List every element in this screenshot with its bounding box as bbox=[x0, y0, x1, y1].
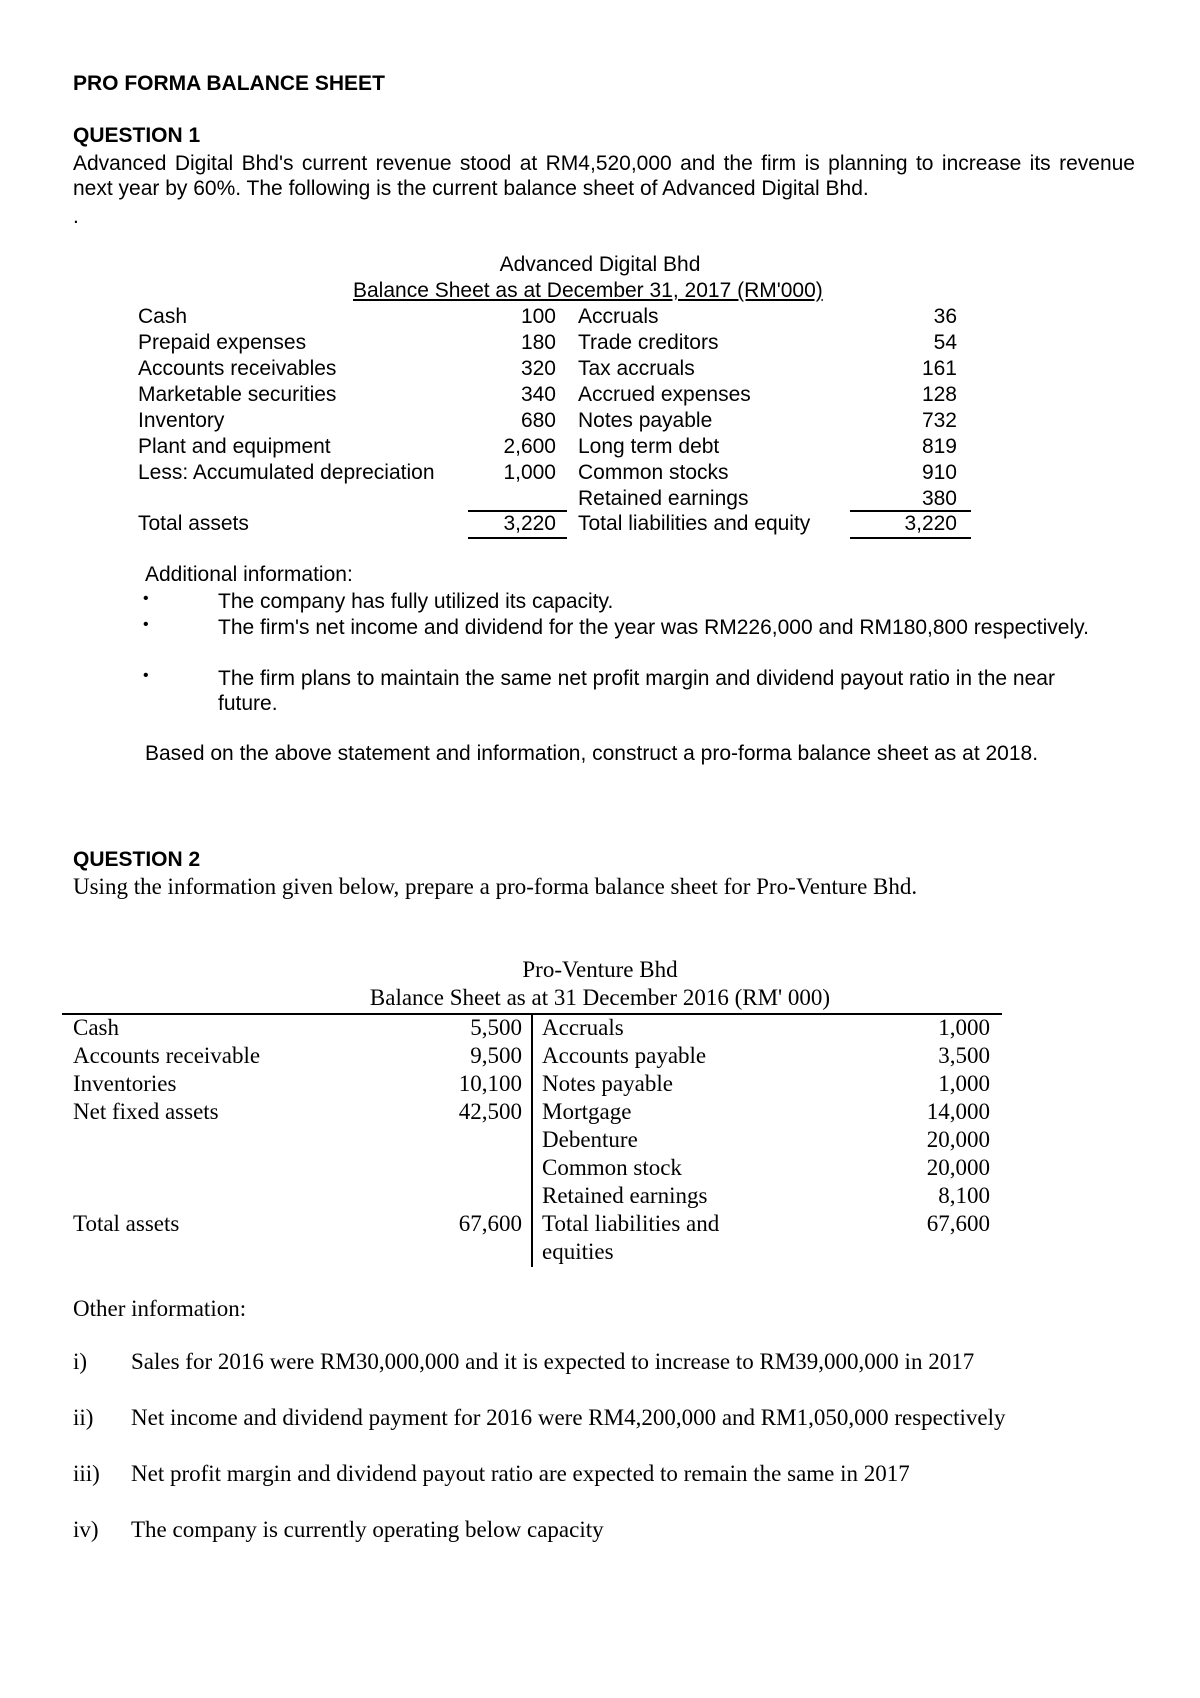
asset-amount: 320 bbox=[520, 357, 556, 380]
liability-label: Mortgage bbox=[542, 1099, 632, 1124]
liability-label: Long term debt bbox=[578, 435, 720, 458]
total-assets-value: 3,220 bbox=[503, 512, 556, 535]
balance-sheet-1-row bbox=[0, 460, 1200, 486]
balance-sheet-1-company: Advanced Digital Bhd bbox=[499, 253, 701, 276]
asset-label: Inventory bbox=[138, 409, 225, 432]
balance-sheet-1-row bbox=[0, 356, 1200, 382]
total-assets-value: 67,600 bbox=[458, 1211, 522, 1236]
liability-amount: 54 bbox=[933, 331, 957, 354]
balance-sheet-2-row bbox=[0, 1098, 1200, 1126]
total-assets-label: Total assets bbox=[73, 1211, 180, 1236]
total-liabilities-value: 67,600 bbox=[926, 1211, 990, 1236]
asset-label: Prepaid expenses bbox=[138, 331, 307, 354]
question-2-intro: Using the information given below, prepare a pro-forma balance sheet for Pro-Venture Bhd. bbox=[73, 874, 918, 899]
liability-label: Notes payable bbox=[578, 409, 713, 432]
liability-amount: 1,000 bbox=[938, 1015, 990, 1040]
balance-sheet-2-row bbox=[0, 1042, 1200, 1070]
other-info-label: Other information: bbox=[73, 1296, 247, 1321]
asset-amount: 100 bbox=[520, 305, 556, 328]
bullet-item: The company has fully utilized its capacity. bbox=[218, 590, 614, 613]
asset-amount: 9,500 bbox=[470, 1043, 522, 1068]
other-info-number: ii) bbox=[73, 1405, 94, 1430]
liability-amount: 8,100 bbox=[938, 1183, 990, 1208]
liability-amount: 161 bbox=[921, 357, 957, 380]
asset-amount: 42,500 bbox=[458, 1099, 522, 1124]
other-info-text: The company is currently operating below capacity bbox=[131, 1517, 604, 1542]
liability-amount: 3,500 bbox=[938, 1043, 990, 1068]
liability-label: Trade creditors bbox=[578, 331, 719, 354]
asset-label: Marketable securities bbox=[138, 383, 337, 406]
other-info-text: Net profit margin and dividend payout ratio are expected to remain the same in 2017 bbox=[131, 1461, 910, 1486]
liability-amount: 36 bbox=[933, 305, 957, 328]
liability-label: Accruals bbox=[578, 305, 659, 328]
balance-sheet-1-row bbox=[0, 434, 1200, 460]
other-info-number: iii) bbox=[73, 1461, 100, 1486]
other-info-number: iv) bbox=[73, 1517, 99, 1542]
bullet-icon: • bbox=[143, 616, 149, 633]
asset-label: Plant and equipment bbox=[138, 435, 331, 458]
question-1-task: Based on the above statement and information, construct a pro-forma balance sheet as at 2018. bbox=[145, 742, 1039, 765]
balance-sheet-1-row bbox=[0, 330, 1200, 356]
liability-amount: 128 bbox=[921, 383, 957, 406]
asset-label: Accounts receivables bbox=[138, 357, 337, 380]
asset-label: Less: Accumulated depreciation bbox=[138, 461, 435, 484]
asset-label: Cash bbox=[138, 305, 188, 328]
liability-amount: 20,000 bbox=[926, 1155, 990, 1180]
balance-sheet-1-row bbox=[0, 304, 1200, 330]
liability-label: Debenture bbox=[542, 1127, 638, 1152]
balance-sheet-1-row bbox=[0, 408, 1200, 434]
balance-sheet-2-company: Pro-Venture Bhd bbox=[522, 957, 678, 982]
total-liabilities-label: Total liabilities and bbox=[542, 1211, 720, 1236]
balance-sheet-2-row bbox=[0, 1014, 1200, 1042]
balance-sheet-2-row bbox=[0, 1182, 1200, 1210]
asset-label: Accounts receivable bbox=[73, 1043, 261, 1068]
bullet-icon: • bbox=[143, 590, 149, 607]
asset-amount: 10,100 bbox=[458, 1071, 522, 1096]
balance-sheet-1-title: Balance Sheet as at December 31, 2017 (RM'000) bbox=[353, 279, 823, 302]
liability-label: Common stock bbox=[542, 1155, 682, 1180]
asset-amount: 5,500 bbox=[470, 1015, 522, 1040]
other-info-number: i) bbox=[73, 1349, 88, 1374]
liability-label: Retained earnings bbox=[542, 1183, 708, 1208]
liability-label: Accounts payable bbox=[542, 1043, 707, 1068]
total-liabilities-label: Total liabilities and equity bbox=[578, 512, 811, 535]
bullet-item: The firm's net income and dividend for the year was RM226,000 and RM180,800 respectively. bbox=[218, 616, 1089, 639]
balance-sheet-1-row bbox=[0, 382, 1200, 408]
balance-sheet-2-row bbox=[0, 1070, 1200, 1098]
asset-amount: 180 bbox=[520, 331, 556, 354]
other-info-text: Sales for 2016 were RM30,000,000 and it is expected to increase to RM39,000,000 in 2017 bbox=[131, 1349, 975, 1374]
asset-label: Cash bbox=[73, 1015, 119, 1040]
total-liabilities-underline-1 bbox=[850, 537, 971, 539]
liability-label: Common stocks bbox=[578, 461, 729, 484]
question-2-heading: QUESTION 2 bbox=[73, 848, 201, 871]
liability-amount: 910 bbox=[921, 461, 957, 484]
asset-amount: 1,000 bbox=[503, 461, 556, 484]
liability-label: Retained earnings bbox=[578, 487, 749, 510]
total-assets-label: Total assets bbox=[138, 512, 249, 535]
balance-sheet-2-total-row bbox=[0, 1210, 1200, 1238]
asset-label: Net fixed assets bbox=[73, 1099, 219, 1124]
balance-sheet-2-row bbox=[0, 1154, 1200, 1182]
asset-amount: 340 bbox=[520, 383, 556, 406]
balance-sheet-2-row bbox=[0, 1126, 1200, 1154]
balance-sheet-1-total-row bbox=[0, 511, 1200, 537]
liability-label: Accruals bbox=[542, 1015, 624, 1040]
bullet-item: The firm plans to maintain the same net profit margin and dividend payout ratio in the near future. bbox=[218, 667, 1055, 715]
other-info-text: Net income and dividend payment for 2016 were RM4,200,000 and RM1,050,000 respectively bbox=[131, 1405, 1006, 1430]
liability-label: Notes payable bbox=[542, 1071, 673, 1096]
balance-sheet-2-total-row-cont bbox=[0, 1238, 1200, 1266]
balance-sheet-1-row bbox=[0, 486, 1200, 512]
question-1-intro: Advanced Digital Bhd's current revenue stood at RM4,520,000 and the firm is planning to increase its revenue next year by 60%. The following is the current balance sheet of Advanced Digital Bhd. bbox=[73, 152, 1135, 200]
asset-amount: 2,600 bbox=[503, 435, 556, 458]
additional-info-label: Additional information: bbox=[145, 563, 353, 586]
liability-amount: 1,000 bbox=[938, 1071, 990, 1096]
stray-mark: . bbox=[73, 205, 79, 228]
balance-sheet-2-title: Balance Sheet as at 31 December 2016 (RM' 000) bbox=[369, 985, 831, 1010]
asset-label: Inventories bbox=[73, 1071, 177, 1096]
total-assets-underline-1 bbox=[468, 537, 567, 539]
question-1-heading: QUESTION 1 bbox=[73, 124, 201, 147]
liability-amount: 819 bbox=[921, 435, 957, 458]
liability-amount: 380 bbox=[921, 487, 957, 510]
total-liabilities-label-cont: equities bbox=[542, 1239, 614, 1264]
asset-amount: 680 bbox=[520, 409, 556, 432]
liability-label: Tax accruals bbox=[578, 357, 695, 380]
liability-amount: 732 bbox=[921, 409, 957, 432]
liability-amount: 20,000 bbox=[926, 1127, 990, 1152]
liability-label: Accrued expenses bbox=[578, 383, 751, 406]
total-liabilities-value: 3,220 bbox=[904, 512, 957, 535]
page-title: PRO FORMA BALANCE SHEET bbox=[73, 72, 385, 95]
bullet-icon: • bbox=[143, 667, 149, 684]
liability-amount: 14,000 bbox=[926, 1099, 990, 1124]
